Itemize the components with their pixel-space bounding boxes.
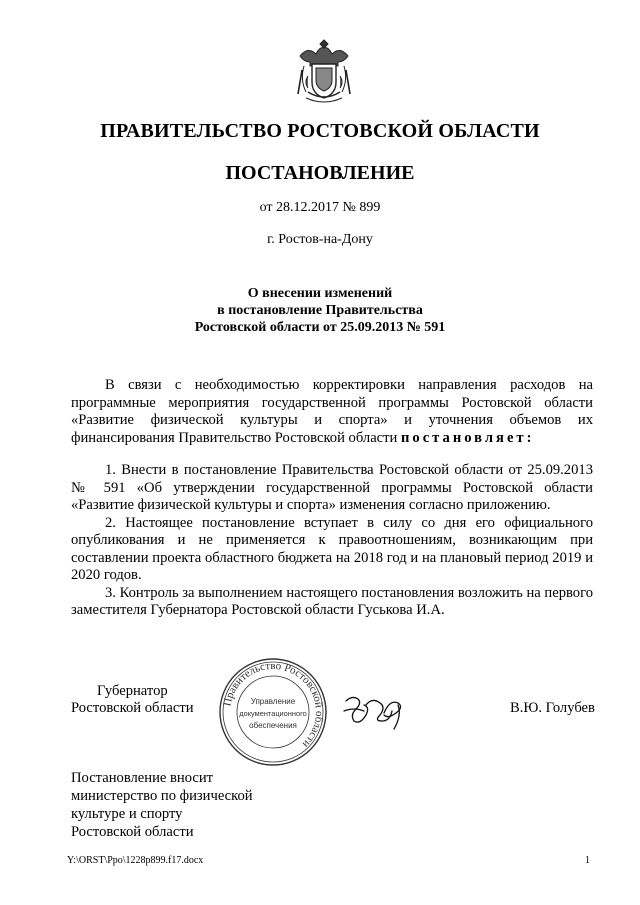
submitter-line: Ростовской области	[71, 824, 194, 840]
list-item: 3. Контроль за выполнением настоящего постановления возложить на первого заместителя Губернатора Ростовской области Гуськова И.А.	[71, 584, 593, 618]
preamble-text: В связи с необходимостью корректировки направления расходов на программные мероприятия государственной программы Ростовской области «Развитие физической культуры и спорта» и уточнения объемов их финансирования Правительство Ростовской области	[71, 377, 593, 446]
subject-block	[0, 285, 640, 336]
document-type: ПОСТАНОВЛЕНИЕ	[225, 162, 415, 184]
list-item: 1. Внести в постановление Правительства Ростовской области от 25.09.2013 № 591 «Об утверждении государственной программы Ростовской области «Развитие физической культуры и спорта» изменения согласно приложению.	[71, 462, 593, 513]
submitter-line: культуре и спорту	[71, 806, 183, 822]
submitter-line: Постановление вносит	[71, 770, 214, 786]
official-stamp-icon	[217, 656, 329, 768]
preamble	[71, 377, 593, 447]
stamp-text: документационного	[239, 709, 307, 718]
city: г. Ростов-на-Дону	[267, 232, 373, 247]
signatory-role-line: Губернатор	[97, 683, 168, 699]
list-item: 2. Настоящее постановление вступает в силу со дня его официального опубликования и не применяется к правоотношениям, возникающим при составлении проекта областного бюджета на 2018 год и на плановый период 2019 и 2020 годов.	[71, 514, 593, 583]
handwritten-signature-icon	[340, 683, 420, 733]
subject-line: Ростовской области от 25.09.2013 № 591	[194, 320, 446, 335]
submitter-note	[71, 769, 253, 841]
stamp-text: Управление	[250, 697, 296, 706]
items-list	[71, 462, 593, 620]
resolves-word: постановляет:	[401, 429, 535, 446]
page-number: 1	[585, 855, 590, 866]
stamp-ring-text: Правительство Ростовской области	[221, 659, 326, 751]
signatory-name: В.Ю. Голубев	[510, 700, 595, 716]
stamp-text: обеспечения	[249, 721, 297, 730]
coat-of-arms-icon	[294, 36, 354, 108]
signatory-role	[71, 683, 194, 717]
submitter-line: министерство по физической	[71, 788, 253, 804]
subject-line: в постановление Правительства	[217, 303, 423, 318]
file-path: Y:\ORST\Ppo\1228p899.f17.docx	[67, 855, 204, 866]
subject-line: О внесении изменений	[247, 286, 393, 301]
date-number: от 28.12.2017 № 899	[259, 200, 381, 215]
government-title: ПРАВИТЕЛЬСТВО РОСТОВСКОЙ ОБЛАСТИ	[100, 120, 540, 142]
signatory-role-line: Ростовской области	[71, 700, 194, 716]
